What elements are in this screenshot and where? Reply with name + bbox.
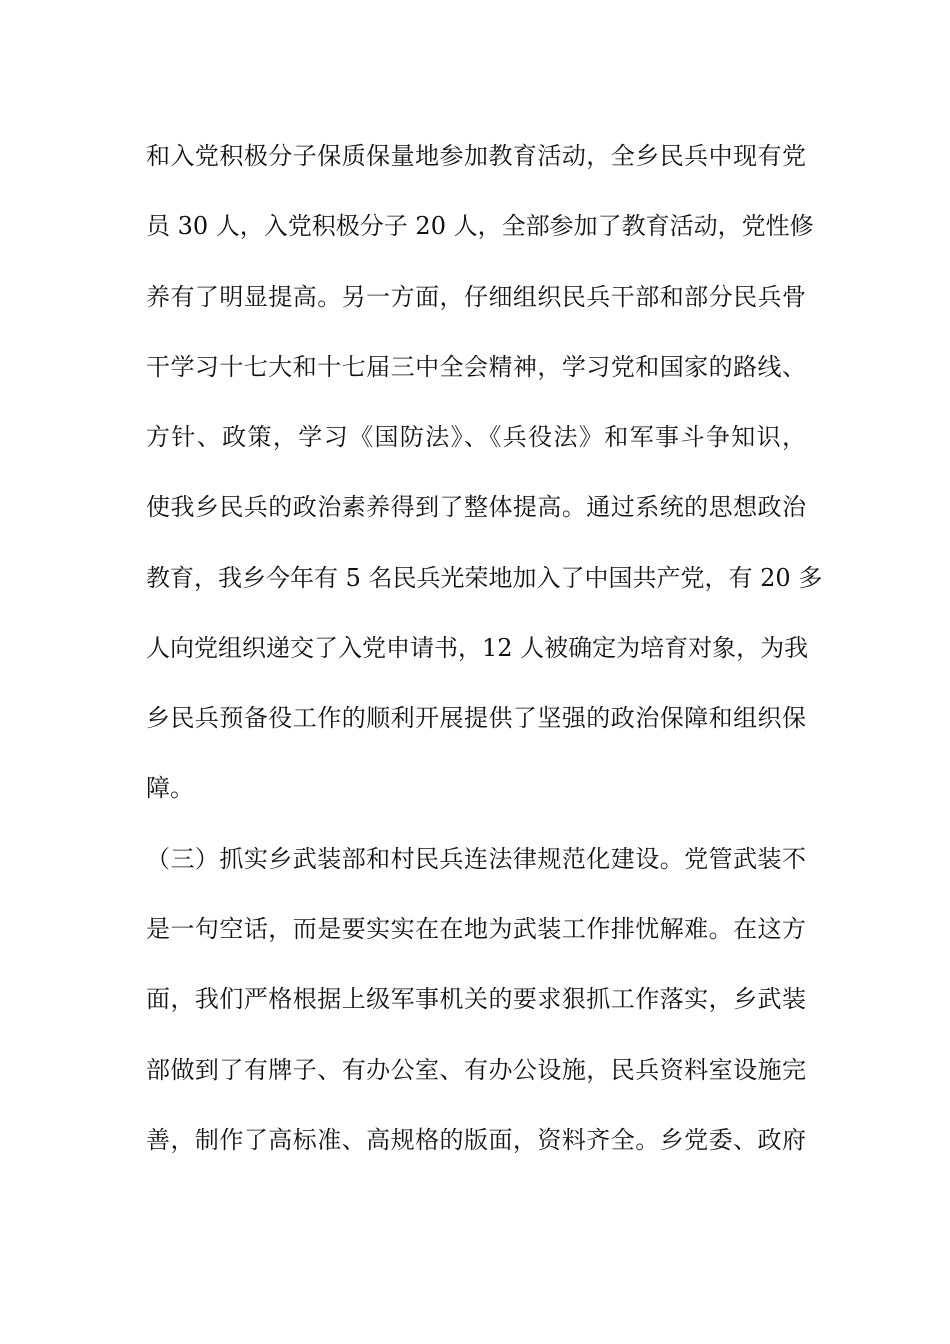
text-line: 使我乡民兵的政治素养得到了整体提高。通过系统的思想政治 [146, 493, 806, 521]
text-line: 方针、政策，学习《国防法》、《兵役法》和军事斗争知识， [146, 423, 806, 451]
text-line: 干学习十七大和十七届三中全会精神，学习党和国家的路线、 [146, 353, 806, 381]
text-line: 养有了明显提高。另一方面，仔细组织民兵干部和部分民兵骨 [146, 283, 806, 311]
section-heading-line: （三）抓实乡武装部和村民兵连法律规范化建设。党管武装不 [146, 845, 806, 873]
text-line: 障。 [146, 774, 194, 802]
text-line: 和入党积极分子保质保量地参加教育活动，全乡民兵中现有党 [146, 142, 806, 170]
text-line: 教育，我乡今年有 5 名民兵光荣地加入了中国共产党，有 20 多 [146, 564, 823, 592]
text-line: 员 30 人，入党积极分子 20 人，全部参加了教育活动，党性修 [146, 212, 814, 240]
text-line: 是一句空话，而是要实实在在地为武装工作排忧解难。在这方 [146, 915, 806, 943]
text-line: 善，制作了高标准、高规格的版面，资料齐全。乡党委、政府 [146, 1126, 806, 1154]
text-line: 人向党组织递交了入党申请书，12 人被确定为培育对象，为我 [146, 634, 809, 662]
text-line: 乡民兵预备役工作的顺利开展提供了坚强的政治保障和组织保 [146, 704, 806, 732]
text-line: 面，我们严格根据上级军事机关的要求狠抓工作落实，乡武装 [146, 985, 806, 1013]
text-line: 部做到了有牌子、有办公室、有办公设施，民兵资料室设施完 [146, 1056, 806, 1084]
